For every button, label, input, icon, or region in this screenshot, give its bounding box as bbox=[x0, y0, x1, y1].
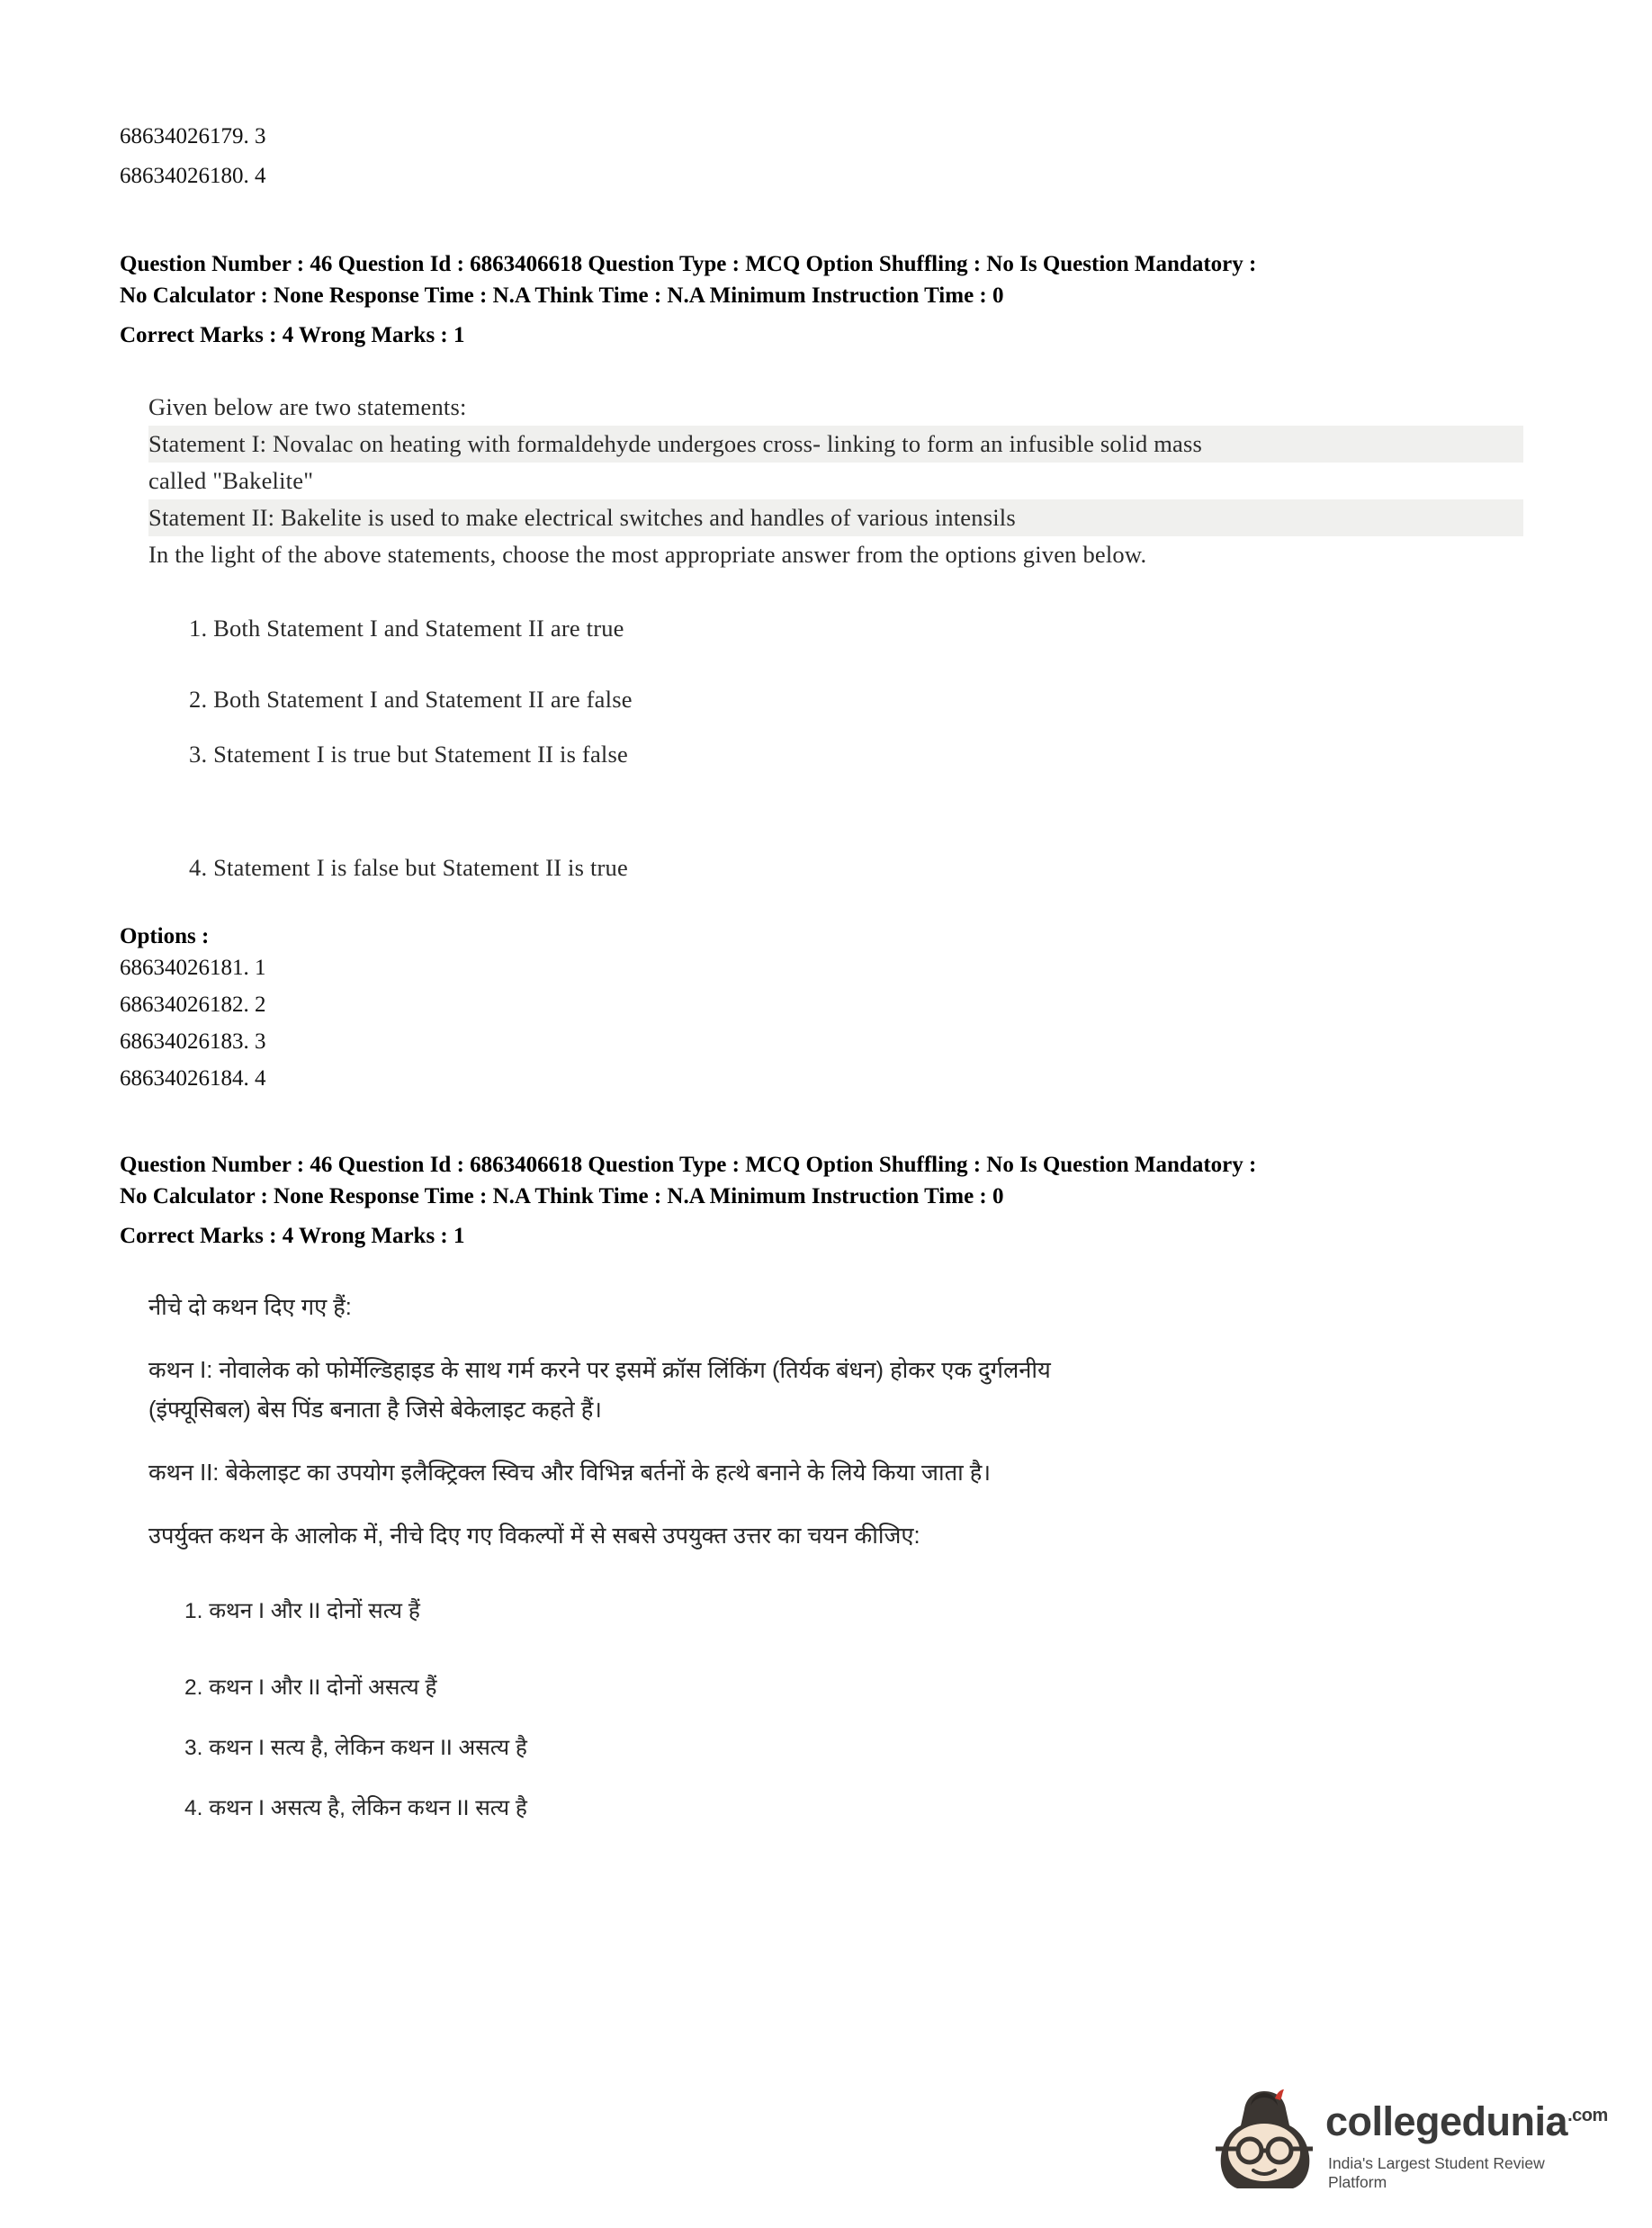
question-instruction-hindi: उपर्युक्त कथन के आलोक में, नीचे दिए गए विकल्पों में से सबसे उपयुक्त उत्तर का चयन कीजिए: bbox=[148, 1523, 920, 1549]
option-list-hindi bbox=[184, 1595, 1523, 1822]
statement-1-hindi-line-2: (इंफ्यूसिबल) बेस पिंड बनाता है जिसे बेकेलाइट कहते हैं। bbox=[148, 1397, 602, 1423]
option-id-list bbox=[120, 949, 1523, 1097]
collegedunia-watermark bbox=[1210, 2086, 1606, 2194]
meta-line-3: Correct Marks : 4 Wrong Marks : 1 bbox=[120, 323, 465, 347]
option-id-line: 68634026183. 3 bbox=[120, 1029, 266, 1054]
brand-name: collegedunia bbox=[1325, 2098, 1568, 2144]
option-english-3[interactable]: 3. Statement I is true but Statement II is false bbox=[189, 741, 628, 768]
answer-key-list bbox=[120, 117, 1523, 196]
meta-line-2: No Calculator : None Response Time : N.A Think Time : N.A Minimum Instruction Time : 0 bbox=[120, 283, 1004, 308]
option-list-english bbox=[189, 615, 1523, 882]
option-english-4[interactable]: 4. Statement I is false but Statement II is true bbox=[189, 854, 628, 881]
page-content bbox=[120, 117, 1523, 1822]
option-hindi-1[interactable]: 1. कथन I और II दोनों सत्य हैं bbox=[184, 1599, 420, 1623]
option-english-2[interactable]: 2. Both Statement I and Statement II are false bbox=[189, 686, 633, 713]
question-meta-hindi bbox=[120, 1149, 1523, 1252]
statement-1: Statement I: Novalac on heating with formaldehyde undergoes cross- linking to form an infusible solid mass bbox=[148, 426, 1523, 463]
question-instruction: In the light of the above statements, choose the most appropriate answer from the options given below. bbox=[148, 541, 1147, 568]
question-body-hindi bbox=[148, 1288, 1523, 1556]
option-id-line: 68634026184. 4 bbox=[120, 1066, 266, 1091]
question-body-english bbox=[148, 389, 1523, 573]
statement-2-hindi: कथन II: बेकेलाइट का उपयोग इलैक्ट्रिक्ल स्विच और विभिन्न बर्तनों के हत्थे बनाने के लिये किया जाता है। bbox=[148, 1460, 991, 1486]
question-intro: Given below are two statements: bbox=[148, 393, 467, 420]
collegedunia-wordmark bbox=[1325, 2098, 1608, 2145]
brand-tagline: India's Largest Student Review Platform bbox=[1328, 2154, 1545, 2191]
question-meta-english bbox=[120, 248, 1523, 351]
meta-line-2: No Calculator : None Response Time : N.A Think Time : N.A Minimum Instruction Time : 0 bbox=[120, 1184, 1004, 1208]
option-id-line: 68634026182. 2 bbox=[120, 993, 266, 1017]
statement-2: Statement II: Bakelite is used to make electrical switches and handles of various intensils bbox=[148, 499, 1523, 536]
answer-key-line: 68634026180. 4 bbox=[120, 164, 266, 188]
option-id-line: 68634026181. 1 bbox=[120, 956, 266, 980]
options-label: Options : bbox=[120, 924, 210, 948]
question-intro-hindi: नीचे दो कथन दिए गए हैं: bbox=[148, 1295, 352, 1320]
option-english-1[interactable]: 1. Both Statement I and Statement II are true bbox=[189, 615, 624, 642]
statement-1-continued: called "Bakelite" bbox=[148, 467, 314, 494]
collegedunia-logo-icon bbox=[1210, 2086, 1318, 2192]
option-hindi-4[interactable]: 4. कथन I असत्य है, लेकिन कथन II सत्य है bbox=[184, 1796, 527, 1820]
option-hindi-3[interactable]: 3. कथन I सत्य है, लेकिन कथन II असत्य है bbox=[184, 1736, 527, 1760]
answer-key-line: 68634026179. 3 bbox=[120, 124, 266, 148]
meta-line-1: Question Number : 46 Question Id : 6863406618 Question Type : MCQ Option Shuffling : No Is Question Mandatory : bbox=[120, 1153, 1257, 1177]
option-hindi-2[interactable]: 2. कथन I और II दोनों असत्य हैं bbox=[184, 1675, 437, 1700]
statement-1-hindi-line-1: कथन I: नोवालेक को फोर्मेल्डिहाइड के साथ गर्म करने पर इसमें क्रॉस लिंकिंग (तिर्यक बंधन) होकर एक दुर्गलनीय bbox=[148, 1358, 1051, 1383]
meta-line-3: Correct Marks : 4 Wrong Marks : 1 bbox=[120, 1224, 465, 1248]
meta-line-1: Question Number : 46 Question Id : 6863406618 Question Type : MCQ Option Shuffling : No Is Question Mandatory : bbox=[120, 252, 1257, 276]
brand-suffix: .com bbox=[1567, 2106, 1608, 2125]
